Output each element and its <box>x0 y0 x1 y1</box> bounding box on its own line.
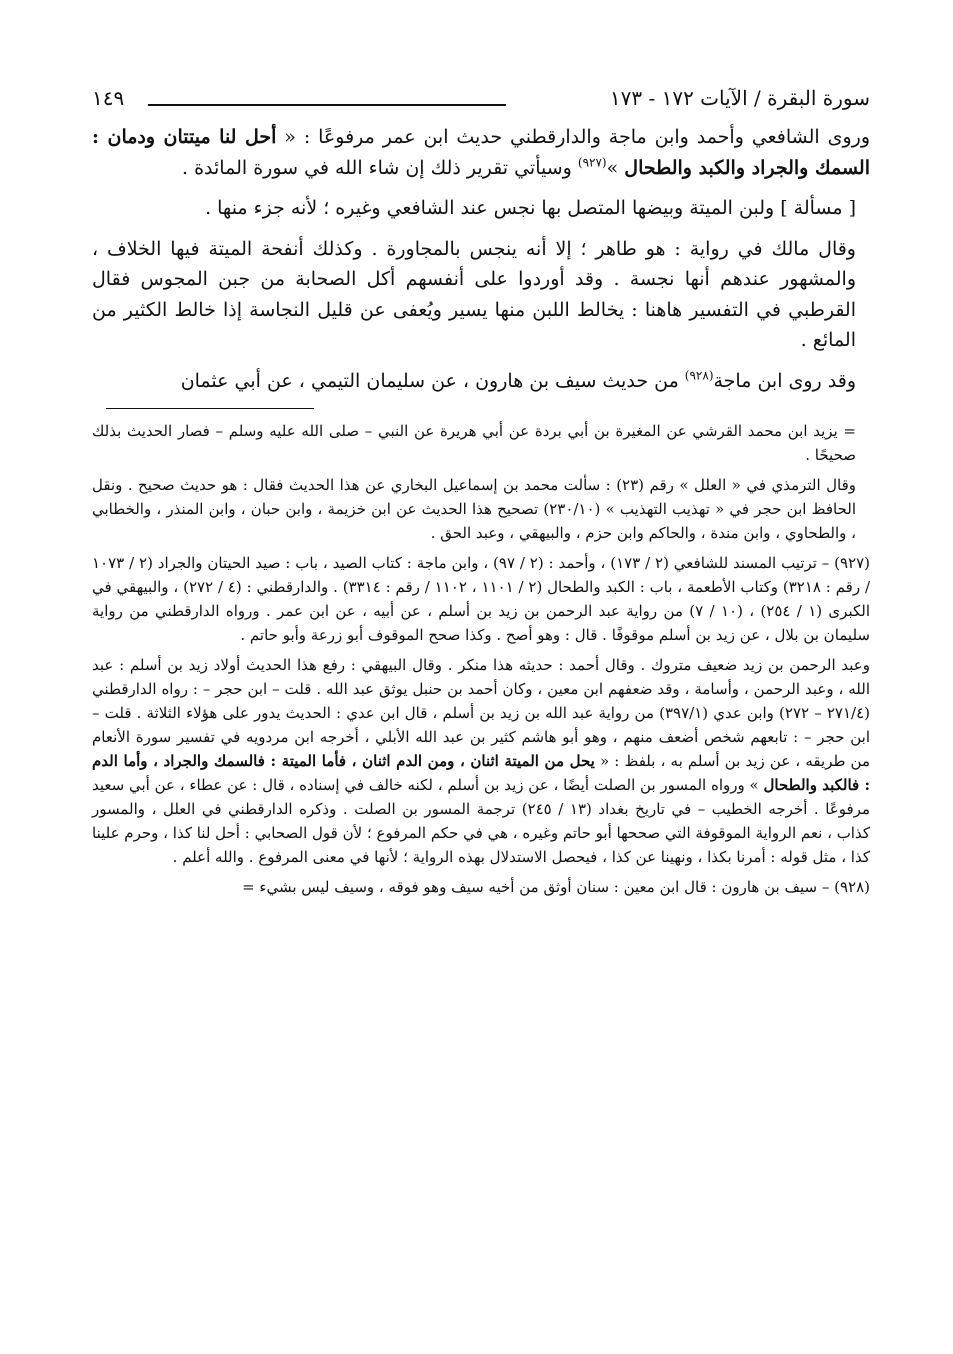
paragraph-3: وقال مالك في رواية : هو طاهر ؛ إلا أنه ينجس بالمجاورة . وكذلك أنفحة الميتة فيها الخلاف ، والمشهور عندهم أنها نجسة . وقد أوردوا على أنفسهم أكل الصحابة من جبن المجوس فقال القرطبي في التفسير هاهنا : يخالط اللبن منها يسير ويُعفى عن قليل النجاسة إذا خالط الكثير من المائع . <box>92 237 857 351</box>
footnote-tirmidhi: وقال الترمذي في « العلل » رقم (٢٣) : سألت محمد بن إسماعيل البخاري عن هذا الحديث فقال : هو حديث صحيح . ونقل الحافظ ابن حجر في « تهذيب التهذيب » (٢٣٠/١٠) تصحيح هذا الحديث عن ابن خزيمة ، وابن حبان ، وابن المنذر ، والخطابي ، والطحاوي ، وابن مندة ، والحاكم وابن حزم ، والبيهقي ، وعبد الحق . <box>92 476 856 542</box>
footnote-927-hadith: يحل من الميتة اثنان ، ومن الدم اثنان ، فأما الميتة : فالسمك والجراد ، وأما الدم : فالكبد والطحال <box>92 752 870 794</box>
footnote-927-b <box>92 653 870 869</box>
p4-text-b: من حديث سيف بن هارون ، عن سليمان التيمي ، عن أبي عثمان <box>180 369 685 392</box>
p1-text-d: وسيأتي تقرير ذلك إن شاء الله في سورة المائدة . <box>182 156 578 179</box>
footnote-927-c-text: » ورواه المسور بن الصلت أيضًا ، عن زيد بن أسلم ، لكنه خالف في إسناده ، قال : عن عطاء ، عن أبي سعيد مرفوعًا . أخرجه الخطيب – في تاريخ بغداد (١٣ / ٢٤٥) ترجمة المسور بن الصلت . وذكره الدارقطني في العلل ، والمسور كذاب ، نعم الرواية الموقوفة التي صححها أبو حاتم وغيره ، هي في حكم المرفوع ؛ لأن قول الصحابي : أحل لنا كذا ، وحرم علينا كذا ، مثل قوله : أمرنا بكذا ، ونهينا عن كذا ، فيحصل الاستدلال بهذه الرواية ؛ لأنها في معنى المرفوع . والله أعلم . <box>92 776 870 866</box>
hadith-quote: أحل لنا ميتتان ودمان : السمك والجراد والكبد والطحال <box>92 126 870 179</box>
paragraph-1 <box>92 122 870 183</box>
footnote-continued: = يزيد ابن محمد القرشي عن المغيرة بن أبي بردة عن أبي هريرة عن النبي – صلى الله عليه وسلم – فصار الحديث بذلك صحيحًا . <box>92 422 856 464</box>
paragraph-2: [ مسألة ] ولبن الميتة وبيضها المتصل بها نجس عند الشافعي وغيره ؛ لأنه جزء منها . <box>205 197 856 219</box>
p1-text-a: وروى الشافعي وأحمد وابن ماجة والدارقطني حديث ابن عمر مرفوعًا : « <box>276 126 870 148</box>
paragraph-4 <box>92 366 870 397</box>
footnote-separator <box>106 408 314 409</box>
footnote-927-b-text: وعبد الرحمن بن زيد ضعيف متروك . وقال أحمد : حديثه هذا منكر . وقال البيهقي : رفع هذا الحديث أولاد زيد بن أسلم : عبد الله ، وعبد الرحمن ، وأسامة ، وقد ضعفهم ابن معين ، وكان أحمد بن حنبل يوثق عبد الله . قلت – ابن حجر – : رواه الدارقطني (٢٧١/٤ – ٢٧٢) وابن عدي (٣٩٧/١) من رواية عبد الله بن زيد بن أسلم ، قال ابن عدي : الحديث يدور على هؤلاء الثلاثة . قلت – ابن حجر – : تابعهم شخص أضعف منهم ، وهو أبو هاشم كثير بن عبد الله الأبلي ، أخرجه ابن مردويه في تفسير سورة الأنعام من طريقه ، عن زيد بن أسلم به ، بلفظ : « <box>92 656 870 770</box>
footnote-ref-927: (٩٢٧) <box>577 155 607 170</box>
header-rule <box>148 104 506 106</box>
main-text <box>92 122 870 396</box>
p4-text-a: وقد روى ابن ماجة <box>713 369 856 392</box>
footnote-ref-928: (٩٢٨) <box>684 368 714 383</box>
header-title: سورة البقرة / الآيات ١٧٢ - ١٧٣ <box>609 86 870 110</box>
page-number: ١٤٩ <box>92 86 125 110</box>
running-header <box>92 82 870 122</box>
footnotes <box>92 419 870 899</box>
book-page <box>92 82 870 905</box>
p1-text-c: » <box>606 156 625 179</box>
footnote-928: (٩٢٨) – سيف بن هارون : قال ابن معين : سنان أوثق من أخيه سيف وهو فوقه ، وسيف ليس بشيء = <box>242 878 870 896</box>
footnote-927-a: (٩٢٧) – ترتيب المسند للشافعي (٢ / ١٧٣) ، وأحمد : (٢ / ٩٧) ، وابن ماجة : كتاب الصيد ، باب : صيد الحيتان والجراد (٢ / ١٠٧٣ / رقم : ٣٢١٨) وكتاب الأطعمة ، باب : الكبد والطحال (٢ / ١١٠١ ، ١١٠٢ / رقم : ٣٣١٤) . والدارقطني : (٤ / ٢٧٢) ، والبيهقي في الكبرى (١ / ٢٥٤) ، (١٠ / ٧) من رواية عبد الرحمن بن زيد بن أسلم ، عن أبيه ، عن ابن عمر . ورواه الدارقطني من رواية سليمان بن بلال ، عن زيد بن أسلم موقوفًا . قال : وهو أصح . وكذا صحح الموقوف أبو زرعة وأبو حاتم . <box>92 554 871 644</box>
